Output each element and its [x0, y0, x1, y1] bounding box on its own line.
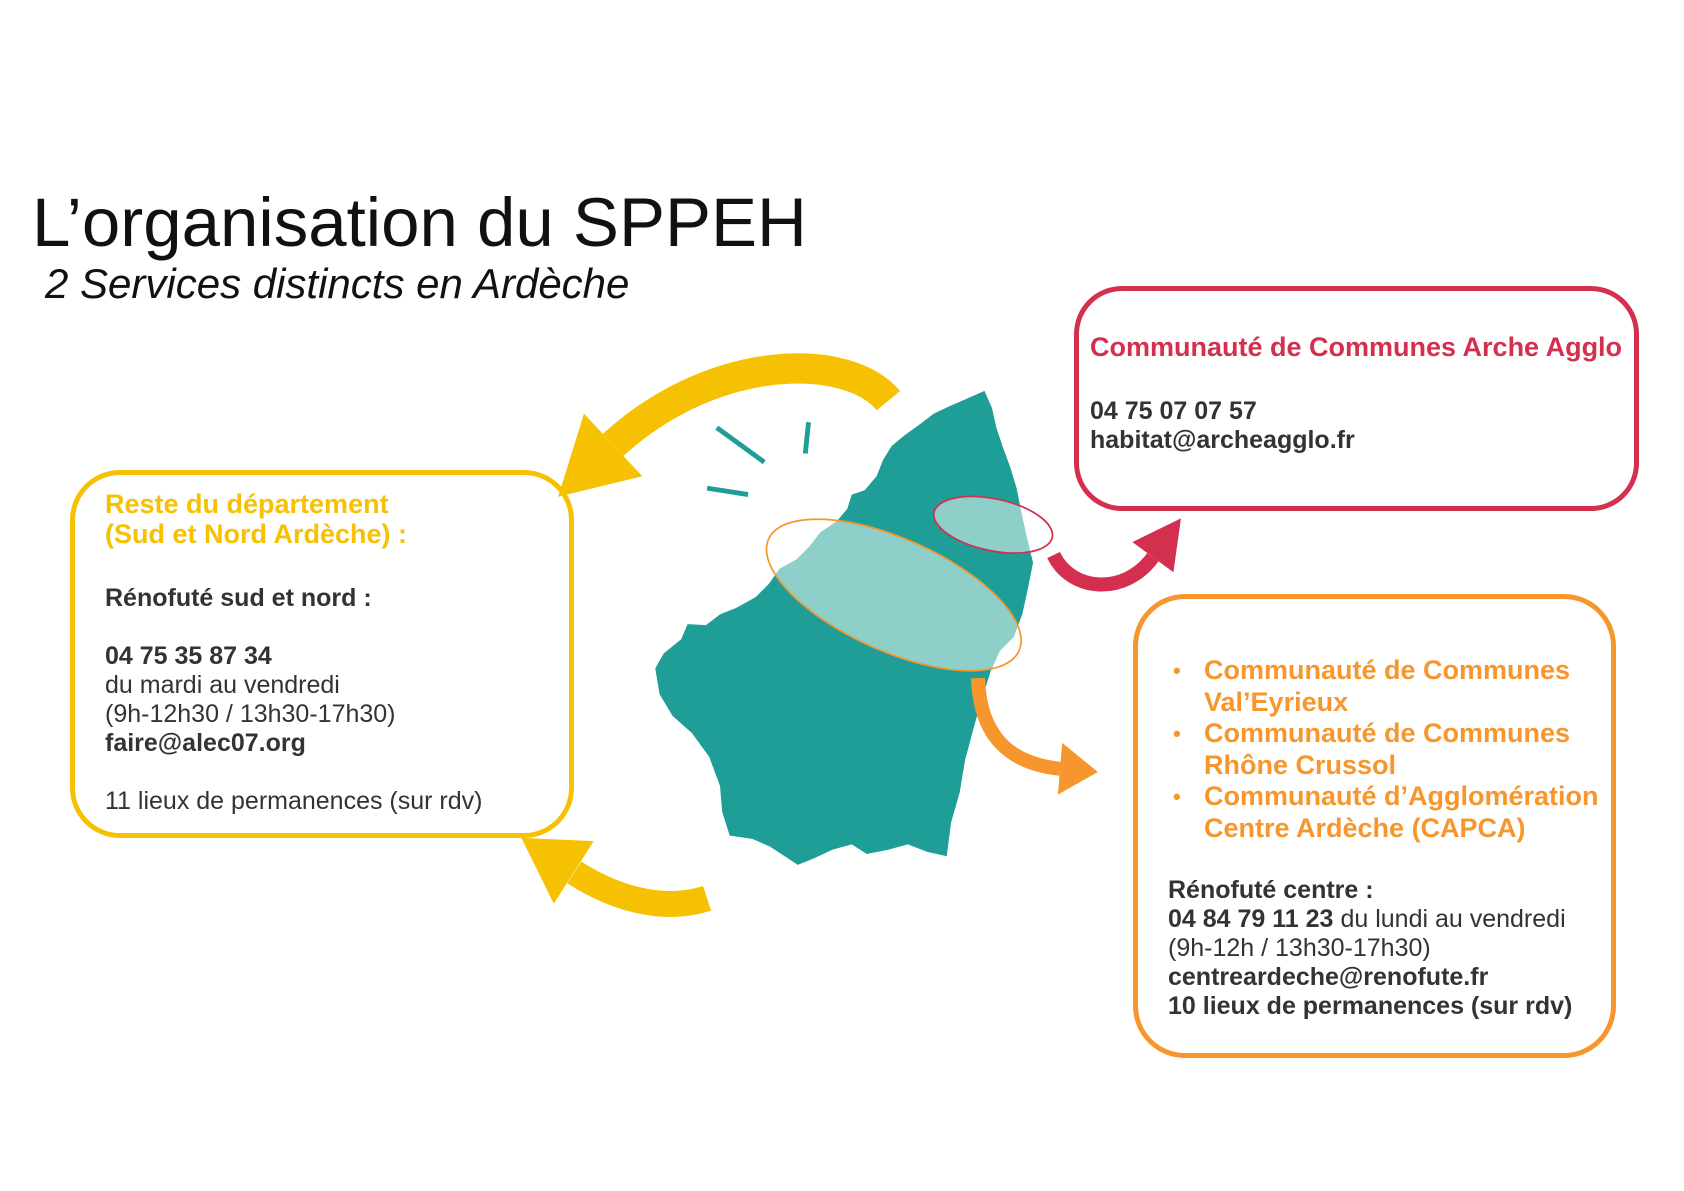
ellipse-outline-centre [746, 488, 1042, 702]
arrow-shaft [1054, 555, 1153, 584]
accent-dash [805, 422, 808, 453]
map-highlight-centre [746, 488, 1042, 702]
ellipse-outline-arche-agglo [929, 487, 1058, 563]
bullet-icon: • [1173, 721, 1181, 746]
community-name-line: Communauté de Communes [1204, 718, 1571, 748]
arrow-shaft [574, 872, 707, 904]
service-box-centre [1133, 594, 1616, 1058]
box-heading: Communauté de Communes Arche Agglo [1090, 332, 1623, 362]
service-name: Rénofuté sud et nord : [105, 584, 372, 612]
email-address: habitat@archeagglo.fr [1090, 426, 1355, 454]
community-list-item [1173, 718, 1599, 781]
phone-number: 04 75 07 07 57 [1090, 397, 1257, 425]
service-box-arche-agglo-content [1090, 332, 1622, 455]
bullet-icon: • [1173, 784, 1181, 809]
community-list-item [1173, 655, 1599, 718]
bullet-icon: • [1173, 658, 1181, 683]
arrow-to-arche-agglo [1054, 518, 1181, 584]
arrowhead-icon [1058, 743, 1098, 795]
community-name-line: Communauté de Communes [1204, 655, 1571, 685]
arrow-to-south-north-top [558, 368, 888, 496]
box-heading-line: Reste du département [105, 489, 389, 519]
arrow-to-centre [978, 678, 1098, 795]
locations-count: 10 lieux de permanences (sur rdv) [1168, 992, 1573, 1020]
box-heading-line: (Sud et Nord Ardèche) : [105, 519, 408, 549]
community-name-line: Rhône Crussol [1204, 749, 1397, 780]
email-address: centreardeche@renofute.fr [1168, 963, 1489, 991]
opening-hours: (9h-12h30 / 13h30-17h30) [105, 700, 396, 728]
arrowhead-icon [1132, 518, 1181, 572]
service-name: Rénofuté centre : [1168, 876, 1374, 904]
locations-count: 11 lieux de permanences (sur rdv) [105, 787, 483, 815]
community-list-item [1173, 781, 1599, 844]
community-name-line: Centre Ardèche (CAPCA) [1204, 812, 1526, 843]
community-name-line: Communauté d’Agglomération [1204, 781, 1599, 811]
arrow-to-south-north-bottom [521, 838, 707, 904]
arrowhead-icon [521, 838, 593, 904]
opening-days: du lundi au vendredi [1340, 905, 1566, 933]
ardeche-map [655, 391, 1033, 865]
phone-number: 04 84 79 11 23 [1168, 905, 1334, 933]
arrow-shaft [613, 368, 888, 444]
service-box-centre-content [1168, 655, 1599, 1021]
arrowhead-icon [558, 414, 642, 497]
opening-days: du mardi au vendredi [105, 671, 340, 699]
page-subtitle: 2 Services distincts en Ardèche [45, 260, 630, 307]
service-box-south-north [70, 470, 574, 838]
service-box-south-north-content [105, 489, 483, 816]
page-title: L’organisation du SPPEH [32, 184, 807, 261]
opening-hours: (9h-12h / 13h30-17h30) [1168, 934, 1431, 962]
phone-and-days [1168, 905, 1599, 934]
email-address: faire@alec07.org [105, 729, 306, 757]
accent-dash [717, 428, 764, 463]
accent-dash [707, 488, 748, 494]
service-box-arche-agglo [1074, 286, 1639, 511]
community-name-line: Val’Eyrieux [1204, 686, 1349, 717]
arrow-shaft [978, 678, 1060, 769]
phone-number: 04 75 35 87 34 [105, 642, 272, 670]
map-highlight-arche-agglo [929, 487, 1058, 563]
